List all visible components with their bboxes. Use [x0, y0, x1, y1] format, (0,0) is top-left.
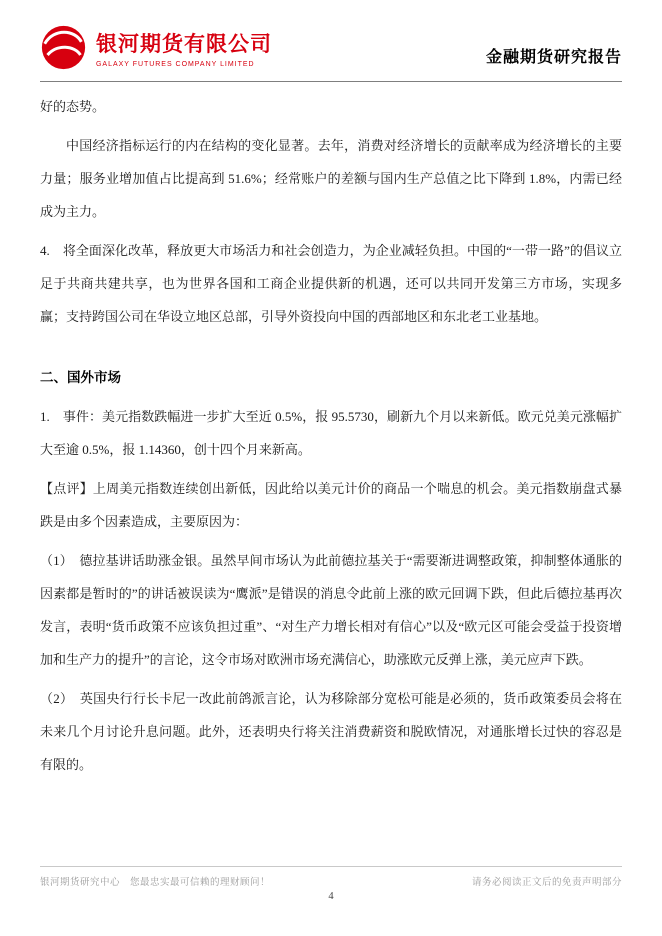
footer-slogan: 银河期货研究中心 您最忠实最可信赖的理财顾问！: [40, 877, 271, 888]
paragraph-point-1: （1） 德拉基讲话助涨金银。虽然早间市场认为此前德拉基关于“需要渐进调整政策，抑制整体通胀的因素都是暂时的”的讲话被误读为“鹰派”是错误的消息令此前上涨的欧元回调下跌，但此后德拉基再次发言，表明“货币政策不应该负担过重”、“对生产力增长相对有信心”以及“欧元区可能会受益于投资增加和生产力的提升”的言论，这令市场对欧洲市场充满信心，助涨欧元反弹上涨，美元应声下跌。: [40, 553, 622, 667]
paragraph-continuation: 好的态势。: [40, 99, 106, 114]
galaxy-logo-icon: [40, 24, 87, 71]
page-footer: [40, 866, 622, 902]
paragraph-reform: 4. 将全面深化改革，释放更大市场活力和社会创造力，为企业减轻负担。中国的“一带一路”的倡议立足于共商共建共享，也为世界各国和工商企业提供新的机遇，还可以共同开发第三方市场，实现多赢；支持跨国公司在华设立地区总部，引导外资投向中国的西部地区和东北老工业基地。: [40, 243, 622, 324]
report-title: 金融期货研究报告: [485, 49, 622, 66]
brand: [40, 24, 272, 71]
paragraph-event: 1. 事件：美元指数跌幅进一步扩大至近 0.5%，报 95.5730，刷新九个月以来新低。欧元兑美元涨幅扩大至逾 0.5%，报 1.14360，创十四个月来新高。: [40, 409, 622, 457]
company-name: 银河期货有限公司: [96, 32, 272, 56]
report-body: [0, 82, 662, 781]
footer-row: [40, 874, 622, 888]
header-row: [40, 24, 622, 82]
paragraph-point-2: （2） 英国央行行长卡尼一改此前鸽派言论，认为移除部分宽松可能是必须的，货币政策委员会将在未来几个月讨论升息问题。此外，还表明央行将关注消费薪资和脱欧情况，对通胀增长过快的容忍是有限的。: [40, 691, 622, 772]
paragraph-china-economy: 中国经济指标运行的内在结构的变化显著。去年，消费对经济增长的贡献率成为经济增长的主要力量；服务业增加值占比提高到 51.6%；经常账户的差额与国内生产总值之比下降到 1.8%，内需已经成为主力。: [40, 138, 622, 219]
paragraph-comment: 【点评】上周美元指数连续创出新低，因此给以美元计价的商品一个喘息的机会。美元指数崩盘式暴跌是由多个因素造成，主要原因为：: [40, 481, 622, 529]
page-number: 4: [328, 891, 334, 902]
section-heading-foreign-markets: 二、国外市场: [40, 370, 121, 385]
page-header: [0, 0, 662, 82]
brand-text: [96, 28, 272, 68]
company-name-en: GALAXY FUTURES COMPANY LIMITED: [96, 60, 255, 68]
footer-disclaimer: 请务必阅读正文后的免责声明部分: [471, 877, 622, 888]
